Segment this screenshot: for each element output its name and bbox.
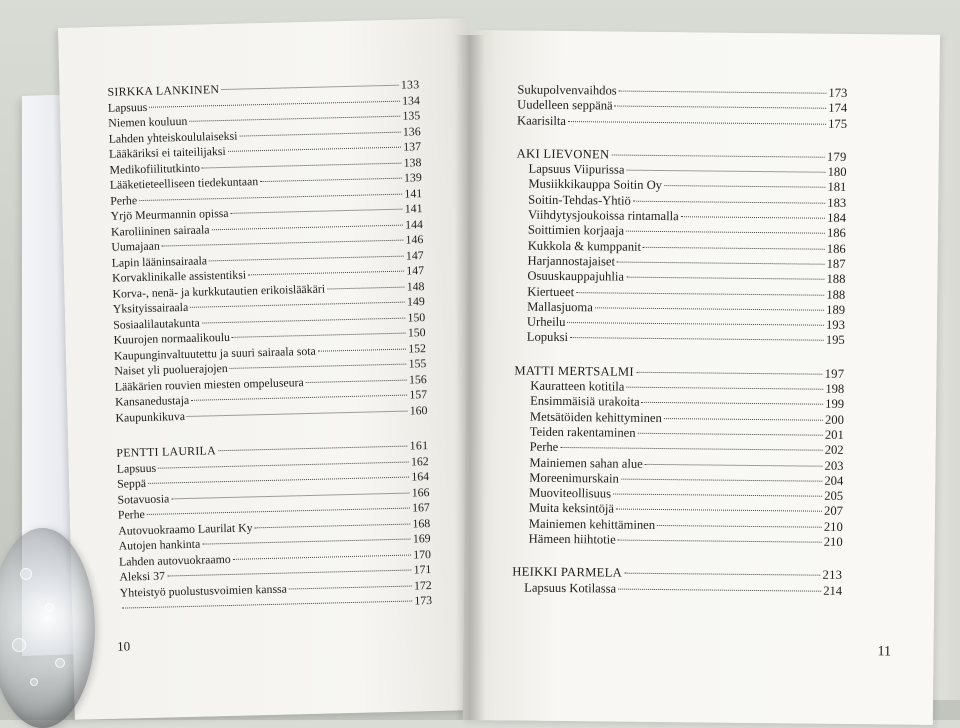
toc-leader-dots: [202, 539, 411, 545]
left-page-number: 10: [116, 638, 131, 654]
toc-entry-page: 204: [824, 473, 844, 488]
toc-leader-dots: [664, 186, 825, 189]
toc-entry-title: Yrjö Meurmannin opissa: [110, 205, 229, 223]
toc-leader-dots: [191, 395, 407, 401]
toc-entry-page: 172: [413, 577, 432, 592]
toc-entry-title: Lääkärien rouvien miesten ompeluseura: [114, 374, 304, 394]
toc-leader-dots: [202, 317, 406, 323]
toc-leader-dots: [681, 216, 825, 219]
toc-entry-title: Teiden rakentaminen: [529, 424, 636, 440]
toc-entry-page: 148: [406, 278, 425, 294]
toc-entry-title: AKI LIEVONEN: [516, 146, 610, 162]
toc-leader-dots: [570, 338, 824, 342]
toc-entry-title: Lapsuus: [107, 99, 148, 115]
toc-leader-dots: [158, 461, 409, 468]
toc-entry-page: 210: [823, 519, 843, 534]
toc-entry-page: 133: [400, 77, 420, 92]
toc-entry-title: Lahden yhteiskoululaiseksi: [108, 128, 238, 146]
toc-leader-dots: [190, 302, 405, 308]
toc-entry-title: Autovuokraamo Laurilat Ky: [118, 519, 253, 538]
toc-entry-page: 144: [405, 216, 424, 232]
toc-entry-title: Perhe: [110, 192, 138, 208]
toc-entry-title: Lapsuus Viipurissa: [528, 161, 625, 177]
toc-entry-title: MATTI MERTSALMI: [514, 363, 635, 379]
toc-leader-dots: [636, 372, 823, 375]
toc-leader-dots: [228, 147, 402, 152]
toc-entry-title: Metsätöiden kehittyminen: [529, 409, 662, 425]
toc-entry-page: 193: [825, 317, 846, 333]
toc-entry-page: 205: [824, 488, 844, 504]
toc-entry-page: 189: [826, 302, 846, 317]
toc-leader-dots: [560, 447, 822, 451]
toc-leader-dots: [230, 364, 407, 369]
toc-entry-page: 198: [825, 381, 845, 396]
left-page: [58, 18, 485, 720]
toc-entry-page: 137: [403, 139, 422, 154]
toc-entry-page: 149: [406, 294, 425, 309]
toc-entry-page: 161: [409, 438, 429, 453]
toc-entry-page: 166: [411, 484, 430, 499]
toc-entry-page: 147: [405, 247, 424, 263]
toc-entry-title: Perhe: [117, 507, 145, 522]
toc-leader-dots: [233, 554, 412, 559]
toc-entry-page: 150: [407, 309, 426, 325]
toc-entry-title: HEIKKI PARMELA: [512, 564, 623, 580]
toc-entry-title: Kansanedustaja: [114, 392, 190, 409]
toc-entry-title: Korva-, nenä- ja kurkkutautien erikoislääkäri: [112, 281, 326, 301]
toc-leader-dots: [260, 178, 402, 182]
toc-entry-title: Perhe: [529, 439, 559, 455]
toc-entry-title: Uudelleen seppänä: [517, 97, 613, 113]
toc-leader-dots: [626, 231, 825, 234]
toc-leader-dots: [643, 246, 825, 249]
toc-entry-page: 155: [408, 356, 427, 371]
toc-entry-page: 181: [827, 180, 847, 195]
toc-leader-dots: [626, 170, 825, 173]
toc-entry-page: 213: [822, 568, 843, 583]
toc-entry-page: 188: [826, 272, 846, 287]
toc-leader-dots: [567, 322, 824, 326]
toc-entry-page: 179: [826, 149, 847, 164]
toc-entry-title: Seppä: [116, 475, 147, 491]
toc-entry-title: Mallasjuoma: [527, 299, 593, 315]
toc-leader-dots: [239, 131, 401, 136]
toc-entry-page: 139: [403, 170, 422, 185]
toc-leader-dots: [289, 585, 412, 589]
toc-entry-title: Muoviteollisuus: [529, 485, 612, 501]
toc-entry-page: 175: [828, 116, 848, 131]
toc-entry-title: Moreenimurskain: [529, 470, 619, 486]
toc-entry-title: Kaupunginvaltuutettu ja suuri sairaala sota: [113, 343, 316, 363]
toc-entry-page: 168: [412, 515, 431, 530]
toc-entry-page: 146: [405, 232, 424, 247]
toc-entry-page: 157: [409, 387, 428, 402]
toc-entry-page: 170: [413, 546, 432, 561]
toc-entry-title: Lapsuus: [116, 460, 157, 476]
toc-entry-page: 141: [404, 185, 423, 201]
toc-entry-page: 141: [404, 201, 423, 216]
book-gutter: [455, 35, 485, 720]
toc-entry-page: 162: [410, 453, 429, 469]
toc-entry-title: Kaarisilta: [516, 113, 567, 128]
toc-entry-title: Soitin-Tehdas-Yhtiö: [528, 192, 631, 208]
toc-entry-title: Kaupunkikuva: [115, 408, 186, 425]
toc-entry-page: 134: [401, 92, 421, 108]
toc-entry-title: Yhteistyö puolustusvoimien kanssa: [119, 581, 288, 600]
toc-entry-title: Hämeen hiihtotie: [528, 531, 616, 547]
toc-leader-dots: [617, 262, 825, 265]
toc-entry-title: Lapsuus Kotilassa: [524, 580, 617, 596]
toc-entry-title: Mainiemen sahan alue: [529, 455, 643, 471]
toc-entry-title: Uumajaan: [111, 238, 161, 254]
toc-leader-dots: [657, 525, 822, 528]
toc-entry-title: Lapin lääninsairaala: [111, 252, 208, 270]
toc-entry-page: 201: [824, 427, 844, 442]
toc-entry-title: Naiset yli puoluerajojen: [114, 360, 228, 378]
toc-entry-title: Urheilu: [526, 314, 566, 330]
toc-leader-dots: [618, 540, 822, 543]
toc-leader-dots: [255, 523, 411, 528]
toc-entry-page: 136: [402, 123, 421, 139]
toc-entry-title: Yksityissairaala: [112, 299, 189, 316]
toc-entry-page: 186: [826, 226, 846, 241]
toc-entry-page: 203: [824, 458, 844, 473]
toc-leader-dots: [147, 508, 410, 515]
toc-entry-title: Kiertueet: [527, 284, 575, 299]
toc-leader-dots: [232, 333, 406, 338]
toc-entry-page: 183: [827, 195, 847, 210]
toc-entry-title: Lopuksi: [526, 330, 569, 345]
toc-entry-page: 210: [823, 534, 843, 549]
toc-entry-page: 188: [826, 287, 846, 302]
toc-entry-page: 156: [408, 371, 427, 387]
toc-leader-dots: [212, 224, 404, 230]
toc-entry-page: 195: [825, 333, 845, 348]
toc-entry-title: Mainiemen kehittäminen: [528, 516, 656, 532]
toc-leader-dots: [616, 509, 822, 512]
toc-entry-title: Sotavuosia: [117, 490, 170, 507]
toc-leader-dots: [626, 277, 825, 280]
toc-entry-title: Kuurojen normaalikoulu: [113, 329, 231, 347]
toc-entry-title: Aleksi 37: [119, 568, 166, 584]
toc-entry-page: 160: [409, 402, 428, 418]
toc-leader-dots: [611, 154, 824, 157]
toc-entry-title: Viihdytysjoukoissa rintamalla: [527, 207, 679, 224]
toc-entry-page: 171: [413, 562, 432, 577]
right-toc-list: [512, 82, 847, 598]
toc-leader-dots: [595, 307, 824, 310]
toc-entry-page: 152: [408, 340, 427, 356]
toc-leader-dots: [633, 200, 825, 203]
toc-entry-title: Lahden autovuokraamo: [118, 551, 231, 569]
toc-leader-dots: [626, 387, 823, 390]
toc-leader-dots: [187, 410, 408, 416]
toc-entry-title: Osuuskauppajuhlia: [527, 268, 625, 284]
toc-entry-page: 173: [414, 593, 433, 608]
right-page: [463, 30, 940, 725]
toc-leader-dots: [171, 492, 409, 499]
toc-entry-title: Medikofiilitutkinto: [109, 160, 201, 177]
toc-entry-title: Muita keksintöjä: [528, 501, 615, 516]
toc-leader-dots: [149, 100, 400, 107]
toc-entry-title: Lääketieteelliseen tiedekuntaan: [109, 174, 259, 192]
toc-leader-dots: [638, 433, 823, 436]
toc-entry-title: Kauratteen kotitila: [530, 378, 625, 394]
toc-leader-dots: [148, 477, 409, 484]
toc-leader-dots: [139, 193, 402, 200]
toc-leader-dots: [619, 91, 827, 94]
toc-entry-page: 199: [825, 397, 845, 412]
toc-entry-title: Musiikkikauppa Soitin Oy: [528, 177, 663, 193]
toc-entry-page: 184: [827, 210, 847, 226]
toc-leader-dots: [642, 402, 824, 405]
toc-entry-title: PENTTI LAURILA: [116, 443, 217, 460]
toc-entry-page: 214: [823, 583, 843, 598]
toc-entry-title: Autojen hankinta: [118, 536, 201, 553]
toc-leader-dots: [306, 379, 407, 382]
toc-leader-dots: [167, 570, 412, 577]
toc-leader-dots: [209, 255, 404, 261]
toc-entry-title: Harjannostajaiset: [527, 253, 616, 269]
toc-entry-page: 207: [824, 504, 844, 519]
toc-leader-dots: [231, 209, 403, 214]
toc-entry-title: Karoliininen sairaala: [110, 221, 210, 239]
right-page-number: 11: [877, 644, 892, 660]
toc-entry-title: Korvaklinikalle assistentiksi: [111, 267, 247, 285]
toc-leader-dots: [202, 162, 402, 168]
toc-entry-page: 164: [411, 469, 430, 484]
toc-entry-title: Lääkäriksi ei taiteilijaksi: [108, 143, 226, 161]
toc-entry-page: 197: [824, 366, 845, 381]
toc-leader-dots: [122, 601, 412, 609]
toc-leader-dots: [576, 292, 824, 296]
toc-entry-title: Sosiaalilautakunta: [113, 315, 200, 332]
toc-entry-title: Niemen kouluun: [108, 113, 188, 130]
toc-leader-dots: [162, 240, 404, 247]
toc-entry-page: 167: [411, 500, 430, 515]
toc-leader-dots: [624, 573, 820, 576]
toc-entry-page: 174: [828, 101, 848, 116]
toc-entry-title: Kukkola & kumppanit: [527, 238, 642, 254]
toc-entry-title: Soittimien korjaaja: [527, 222, 625, 238]
toc-leader-dots: [613, 494, 822, 497]
toc-leader-dots: [327, 286, 405, 289]
toc-entry-page: 200: [824, 412, 845, 427]
toc-leader-dots: [248, 271, 404, 276]
toc-entry-page: 187: [826, 256, 846, 271]
toc-leader-dots: [621, 478, 823, 481]
toc-leader-dots: [218, 446, 408, 452]
toc-entry-page: 138: [403, 154, 422, 170]
toc-entry-page: 202: [824, 442, 844, 458]
toc-entry: [512, 580, 842, 599]
toc-leader-dots: [664, 418, 823, 421]
toc-leader-dots: [645, 463, 823, 466]
toc-entry-title: Ensimmäisiä urakoita: [530, 393, 640, 410]
toc-leader-dots: [615, 106, 827, 109]
toc-leader-dots: [568, 121, 826, 125]
toc-leader-dots: [189, 116, 400, 122]
toc-entry-page: 135: [402, 108, 421, 123]
toc-entry-title: Sukupolvenvaihdos: [517, 82, 617, 98]
toc-entry-page: 169: [412, 531, 431, 546]
toc-entry-page: 147: [406, 263, 425, 278]
toc-entry-page: 150: [407, 325, 426, 340]
toc-entry-page: 173: [828, 85, 848, 100]
toc-entry-title: SIRKKA LANKINEN: [107, 82, 220, 99]
toc-leader-dots: [618, 588, 821, 591]
toc-entry-page: 186: [826, 241, 846, 256]
toc-leader-dots: [318, 348, 406, 351]
toc-entry-page: 180: [827, 164, 847, 180]
toc-leader-dots: [221, 85, 399, 90]
left-toc-list: [107, 77, 432, 616]
